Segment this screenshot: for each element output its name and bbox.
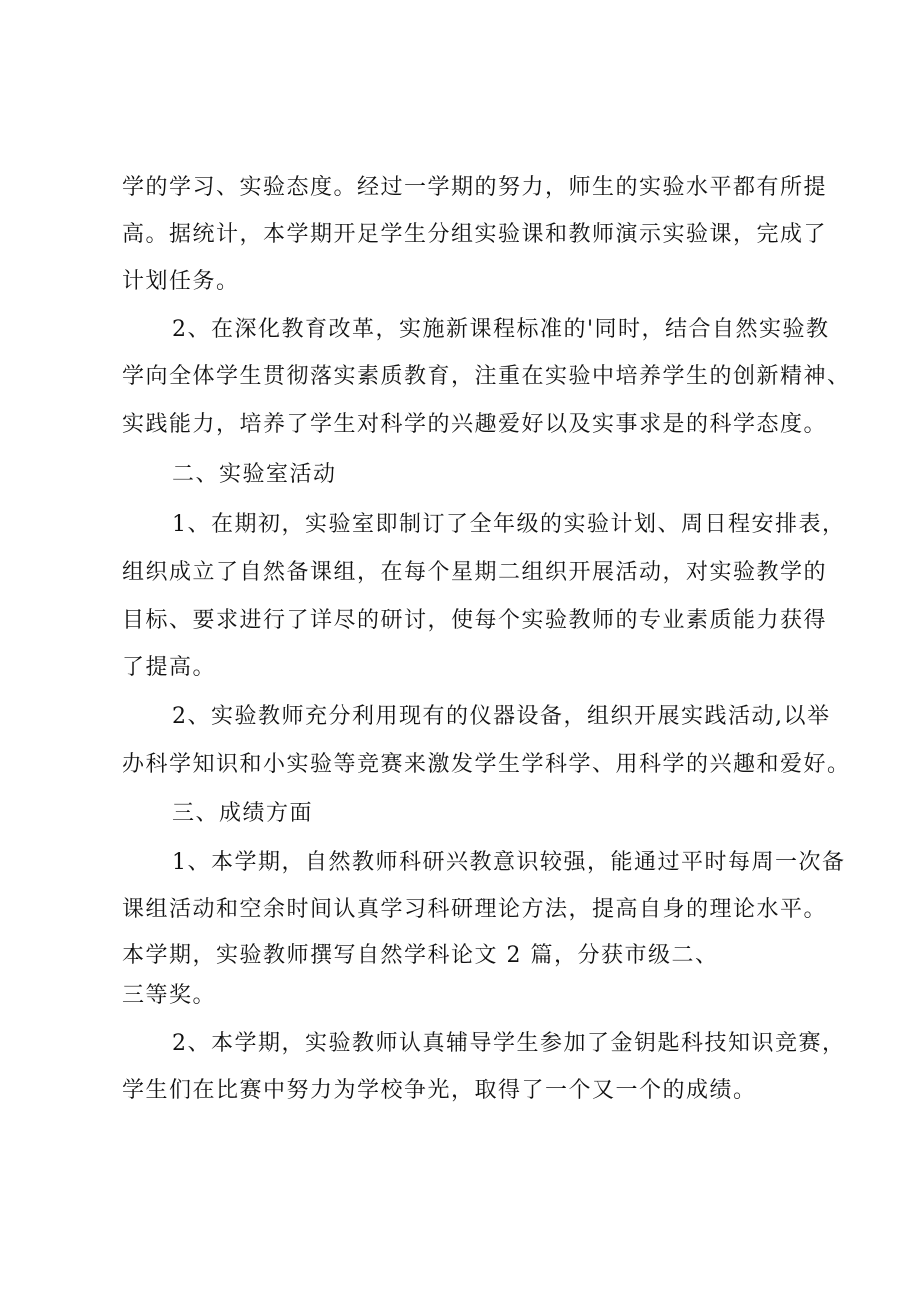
- paragraph-line: 三等奖。: [122, 983, 217, 1008]
- paragraph-line: 学生们在比赛中努力为学校争光，取得了一个又一个的成绩。: [122, 1078, 757, 1103]
- section-heading: 三、成绩方面: [172, 801, 314, 826]
- paragraph-line: 课组活动和空余时间认真学习科研理论方法，提高自身的理论水平。: [122, 897, 828, 922]
- paragraph-line: 目标、要求进行了详尽的研讨，使每个实验教师的专业素质能力获得: [122, 608, 828, 633]
- paragraph-line: 高。据统计，本学期开足学生分组实验课和教师演示实验课，完成了: [122, 222, 828, 247]
- paragraph-line: 2、实验教师充分利用现有的仪器设备，组织开展实践活动,以举: [172, 704, 831, 729]
- paragraph-line: 计划任务。: [122, 269, 240, 294]
- paragraph-line: 办科学知识和小实验等竞赛来激发学生学科学、用科学的兴趣和爱好。: [122, 752, 851, 777]
- paragraph-line: 2、本学期，实验教师认真辅导学生参加了金钥匙科技知识竞赛，: [172, 1031, 846, 1056]
- paragraph-line: 学的学习、实验态度。经过一学期的努力，师生的实验水平都有所提: [122, 175, 828, 200]
- paragraph-line: 了提高。: [122, 655, 217, 680]
- paragraph-line: 1、在期初，实验室即制订了全年级的实验计划、周日程安排表，: [172, 512, 846, 537]
- paragraph-line: 学向全体学生贯彻落实素质教育，注重在实验中培养学生的创新精神、: [122, 364, 851, 389]
- paragraph-line: 2、在深化教育改革，实施新课程标准的'同时，结合自然实验教: [172, 317, 830, 342]
- paragraph-line: 组织成立了自然备课组，在每个星期二组织开展活动，对实验教学的: [122, 560, 828, 585]
- section-heading: 二、实验室活动: [172, 462, 337, 487]
- paragraph-line: 1、本学期，自然教师科研兴教意识较强，能通过平时每周一次备: [172, 850, 846, 875]
- paragraph-line: 实践能力，培养了学生对科学的兴趣爱好以及实事求是的科学态度。: [122, 412, 828, 437]
- paragraph-line: 本学期，实验教师撰写自然学科论文 2 篇，分获市级二、: [122, 943, 719, 968]
